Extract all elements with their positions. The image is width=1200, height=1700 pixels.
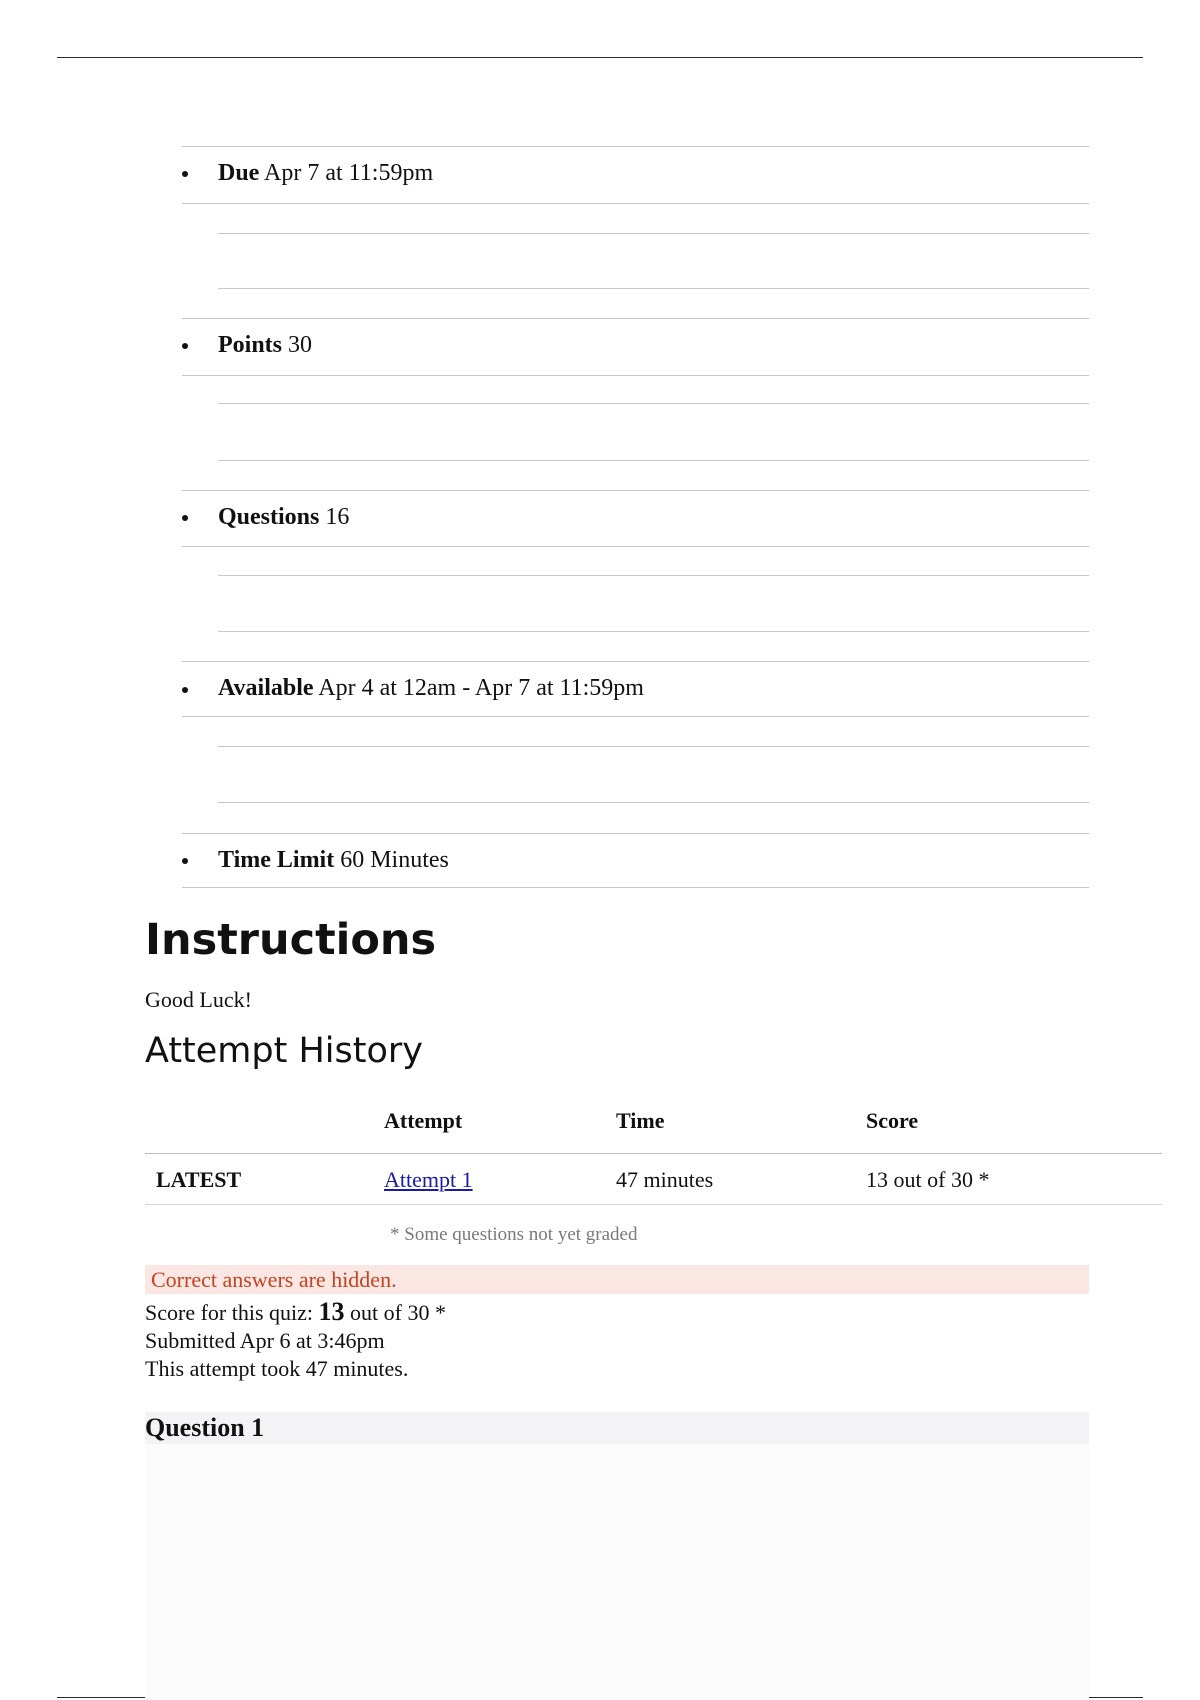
divider <box>218 403 1089 404</box>
table-header-divider <box>145 1153 1162 1154</box>
score-prefix: Score for this quiz: <box>145 1300 319 1325</box>
detail-points <box>218 330 312 360</box>
score-value: 13 <box>318 1297 345 1326</box>
question-panel <box>145 1412 1089 1700</box>
answers-hidden-notice: Correct answers are hidden. <box>145 1265 1089 1294</box>
divider <box>218 631 1089 632</box>
divider <box>182 661 1089 662</box>
detail-value: Apr 4 at 12am - Apr 7 at 11:59pm <box>318 675 644 701</box>
column-header-score: Score <box>866 1108 919 1133</box>
submitted-line: Submitted Apr 6 at 3:46pm <box>145 1328 385 1353</box>
attempt-1-link[interactable]: Attempt 1 <box>384 1167 473 1192</box>
detail-value: Apr 7 at 11:59pm <box>264 160 434 186</box>
grading-footnote: * Some questions not yet graded <box>390 1224 638 1245</box>
instructions-text: Good Luck! <box>145 987 252 1012</box>
divider <box>218 746 1089 747</box>
detail-label: Due <box>218 160 260 186</box>
detail-available <box>218 673 644 703</box>
divider <box>182 146 1089 147</box>
detail-label: Points <box>218 332 283 358</box>
attempt-history-heading: Attempt History <box>145 1031 423 1071</box>
detail-value: 30 <box>288 332 313 358</box>
detail-label: Time Limit <box>218 847 335 873</box>
table-row-divider <box>145 1204 1162 1205</box>
divider <box>218 802 1089 803</box>
list-bullet <box>182 858 188 864</box>
divider <box>218 288 1089 289</box>
divider <box>182 375 1089 376</box>
detail-label: Questions <box>218 504 320 530</box>
score-suffix: out of 30 * <box>344 1300 446 1325</box>
divider <box>182 833 1089 834</box>
duration-line: This attempt took 47 minutes. <box>145 1356 409 1381</box>
list-bullet <box>182 343 188 349</box>
latest-label: LATEST <box>156 1167 242 1192</box>
detail-questions <box>218 502 349 532</box>
page-top-rule <box>57 57 1143 58</box>
column-header-time: Time <box>616 1108 665 1133</box>
divider <box>182 716 1089 717</box>
divider <box>182 490 1089 491</box>
detail-value: 60 Minutes <box>340 847 449 873</box>
list-bullet <box>182 171 188 177</box>
list-bullet <box>182 515 188 521</box>
divider <box>182 546 1089 547</box>
score-cell: 13 out of 30 * <box>866 1167 990 1192</box>
instructions-heading: Instructions <box>145 915 437 965</box>
detail-due <box>218 158 433 188</box>
detail-time-limit <box>218 845 449 875</box>
time-cell: 47 minutes <box>616 1167 714 1192</box>
attempt-cell <box>384 1165 473 1195</box>
divider <box>218 460 1089 461</box>
column-header-attempt: Attempt <box>384 1108 463 1133</box>
divider <box>218 575 1089 576</box>
detail-label: Available <box>218 675 314 701</box>
list-bullet <box>182 687 188 693</box>
quiz-score-line <box>145 1298 446 1327</box>
divider <box>182 887 1089 888</box>
divider <box>182 203 1089 204</box>
detail-value: 16 <box>325 504 350 530</box>
divider <box>218 233 1089 234</box>
divider <box>182 318 1089 319</box>
question-title: Question 1 <box>145 1412 1089 1444</box>
